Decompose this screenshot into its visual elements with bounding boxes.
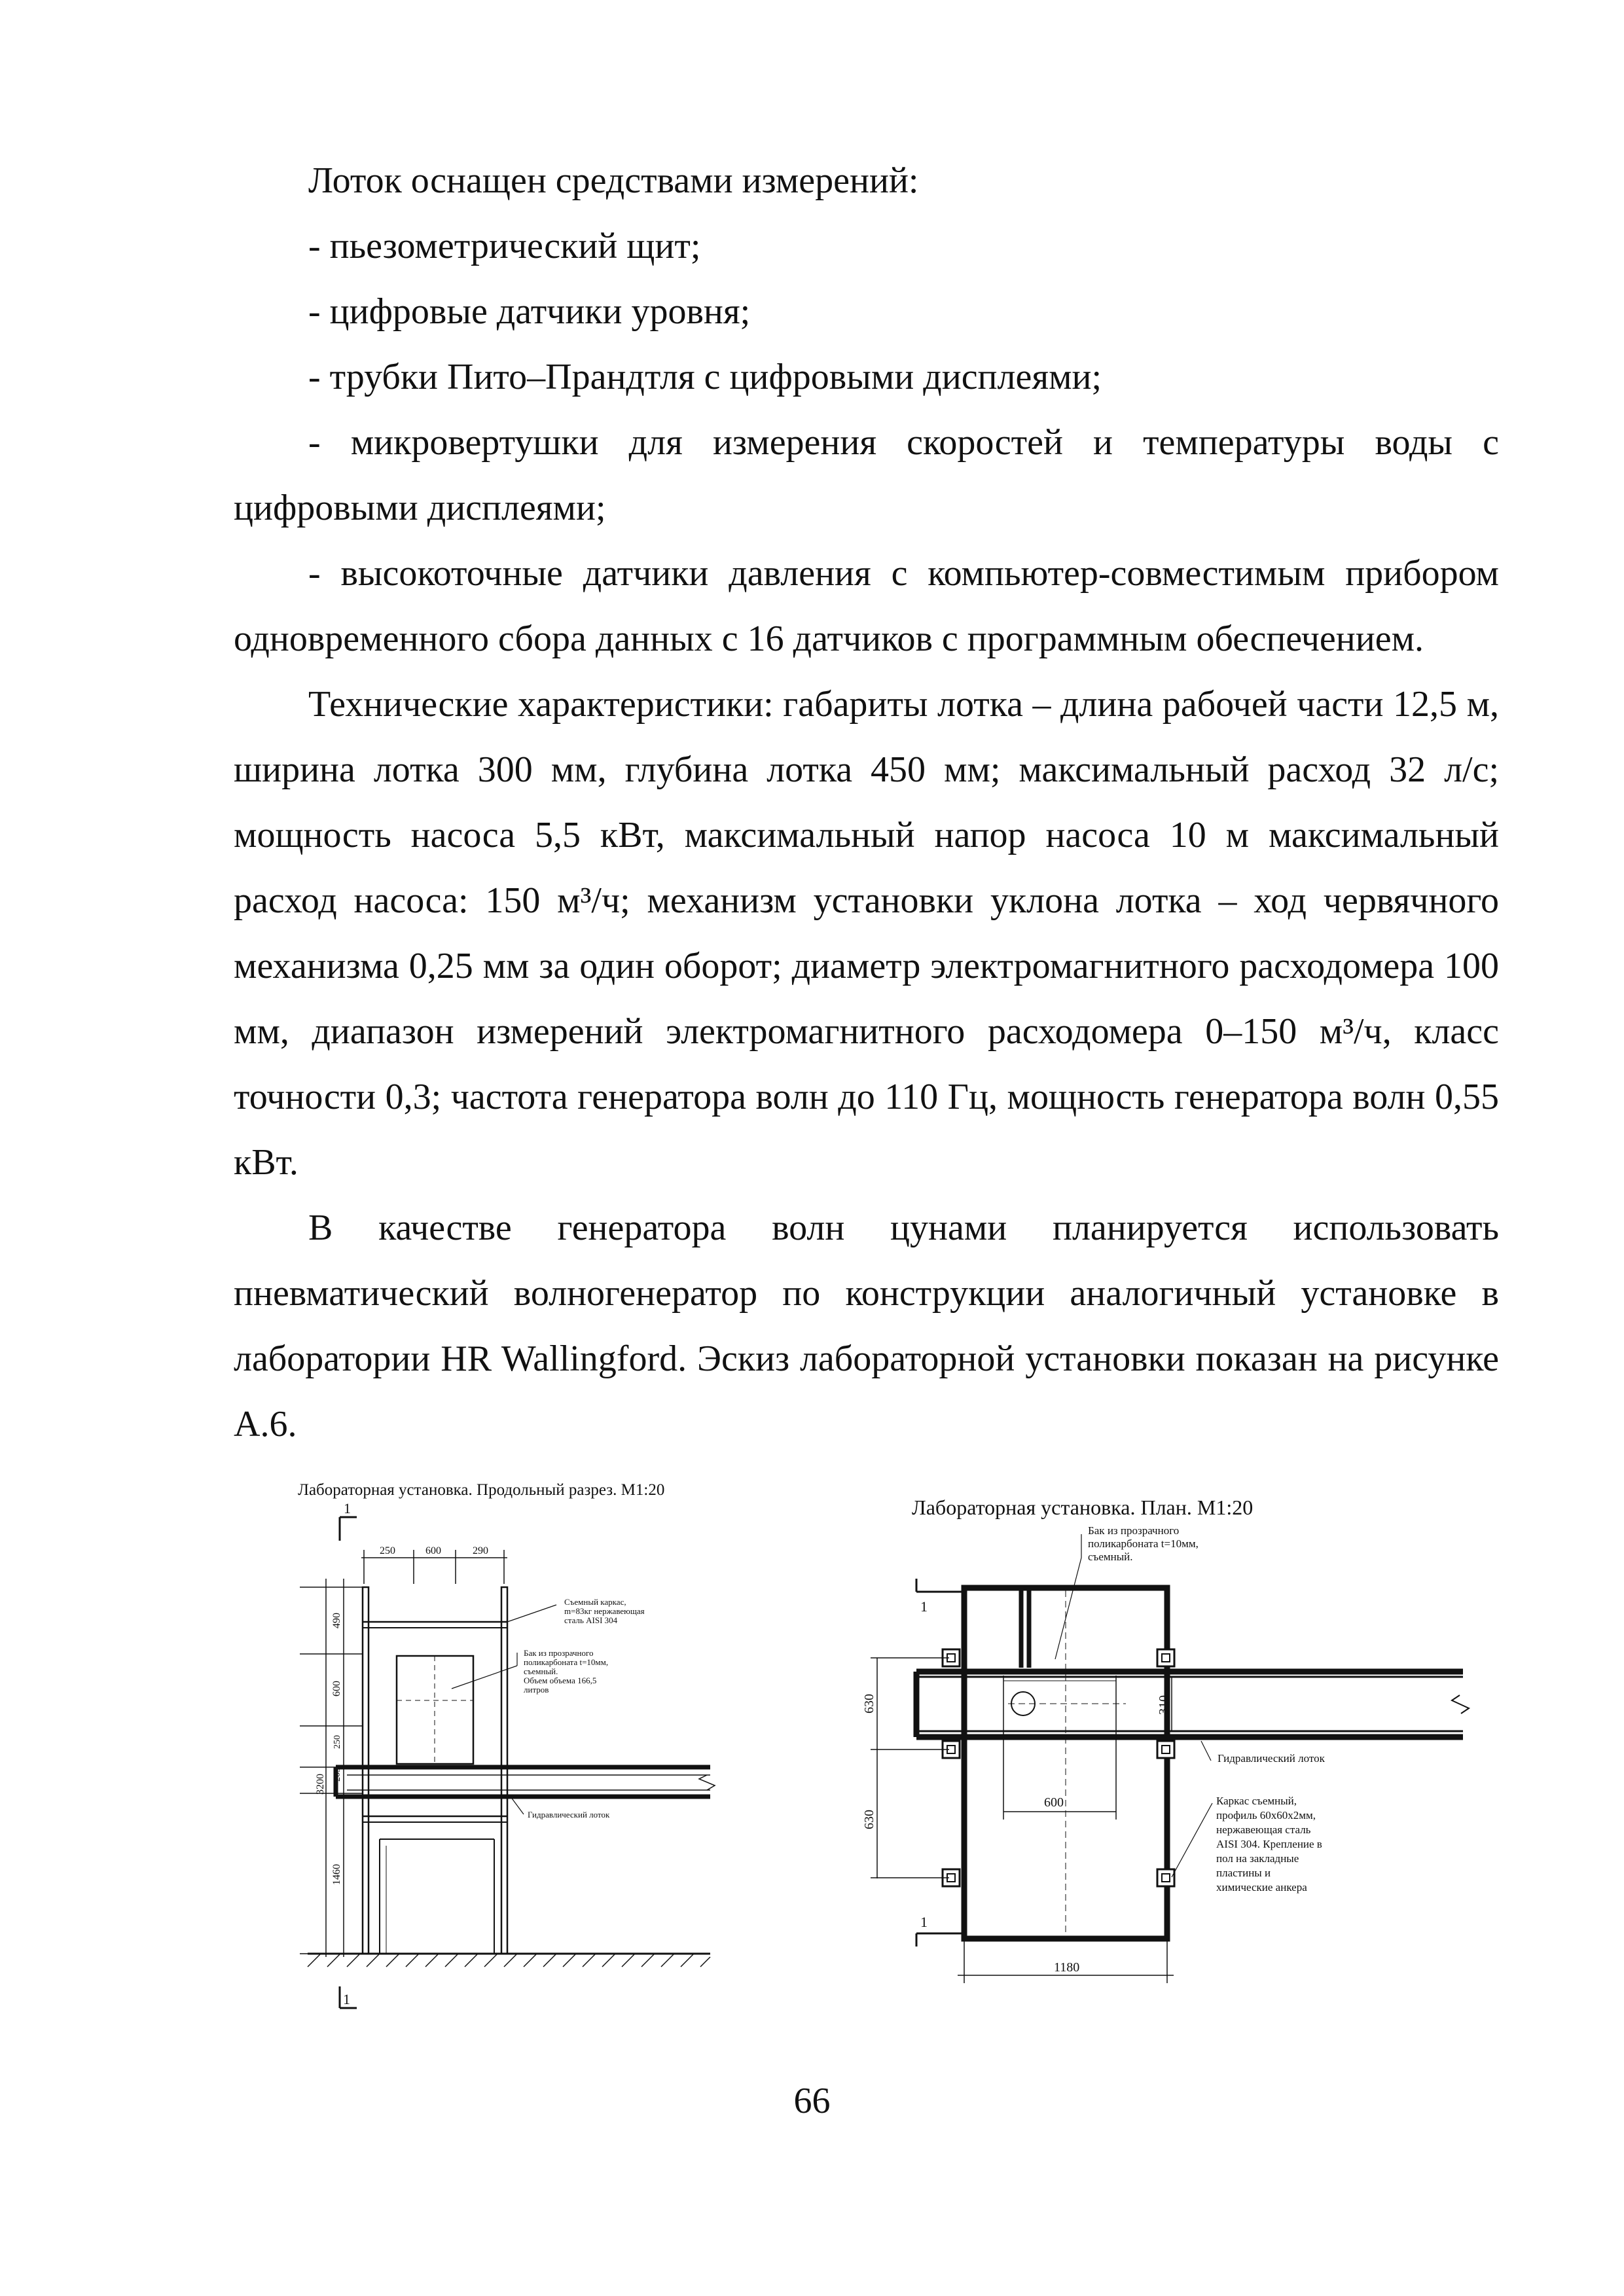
svg-text:съемный.: съемный.	[524, 1666, 558, 1676]
paragraph: Лоток оснащен средствами измерений:	[308, 160, 919, 201]
flume-right	[916, 1672, 1469, 1737]
list-item: - высокоточные датчики давления с компьютер-совместимым прибором одновременного сбора данных с 16 датчиков с программным обеспечением.	[234, 553, 1499, 659]
svg-text:нержавеющая сталь: нержавеющая сталь	[1216, 1823, 1311, 1836]
svg-text:630: 630	[862, 1694, 876, 1713]
list-item: - цифровые датчики уровня;	[308, 291, 751, 332]
svg-text:m=83кг нержавеющая: m=83кг нержавеющая	[564, 1606, 645, 1616]
figure-right	[862, 1496, 1469, 1983]
svg-text:600: 600	[425, 1545, 441, 1556]
paragraph: Технические характеристики: габариты лотка – длина рабочей части 12,5 м, ширина лотка 300 мм, глубина лотка 450 мм; максимальный расход 32 л/с; мощность насоса 5,5 кВт, максимальный напор насоса 10 м максимальный расход насоса: 150 м³/ч; механизм установки уклона лотка – ход червячного механизма 0,25 мм за один оборот; диаметр электромагнитного расходомера 100 мм, диапазон измерений электромагнитного расходомера 0–150 м³/ч, класс точности 0,3; частота генератора волн до 110 Гц, мощность генератора волн 0,55 кВт.	[234, 684, 1499, 1183]
section-mark-right-bottom	[916, 1914, 962, 1946]
svg-text:поликарбоната t=10мм,: поликарбоната t=10мм,	[1088, 1537, 1199, 1550]
svg-text:AISI 304. Крепление в: AISI 304. Крепление в	[1216, 1838, 1322, 1850]
svg-text:сталь AISI 304: сталь AISI 304	[564, 1615, 618, 1625]
svg-text:3200: 3200	[315, 1774, 326, 1795]
paragraph: В качестве генератора волн цунами планируется использовать пневматический волногенератор по конструкции аналогичный установке в лаборатории HR Wallingford. Эскиз лабораторной установки показан на рисунке А.6.	[234, 1208, 1499, 1444]
svg-text:Объем объема 166,5: Объем объема 166,5	[524, 1676, 597, 1685]
svg-text:поликарбоната t=10мм,: поликарбоната t=10мм,	[524, 1657, 609, 1667]
svg-text:600: 600	[331, 1681, 342, 1696]
svg-text:630: 630	[862, 1810, 876, 1829]
svg-text:1: 1	[920, 1598, 928, 1615]
page-number: 66	[793, 2081, 831, 2121]
list-item: - трубки Пито–Прандтля с цифровыми дисплеями;	[308, 357, 1102, 397]
note-frame-right	[1172, 1795, 1322, 1893]
note-tank-right	[1055, 1524, 1199, 1659]
dimension-chain-top	[361, 1545, 507, 1584]
section-mark-top	[340, 1500, 357, 1541]
list-item: - пьезометрический щит;	[308, 226, 701, 266]
svg-text:съемный.: съемный.	[1088, 1551, 1133, 1563]
svg-text:250: 250	[333, 1735, 342, 1749]
svg-text:250: 250	[380, 1545, 395, 1556]
svg-text:600: 600	[1044, 1795, 1064, 1810]
note-flume-right	[1201, 1741, 1326, 1765]
svg-text:литров: литров	[524, 1685, 549, 1695]
svg-text:Бак из прозрачного: Бак из прозрачного	[1088, 1524, 1180, 1537]
svg-text:290: 290	[473, 1545, 488, 1556]
svg-text:пластины и: пластины и	[1216, 1867, 1271, 1879]
svg-text:1460: 1460	[331, 1864, 342, 1885]
svg-text:205: 205	[333, 1768, 342, 1782]
note-frame-left	[564, 1597, 645, 1625]
figure-left-title: Лабораторная установка. Продольный разрез. М1:20	[298, 1481, 665, 1499]
svg-text:1: 1	[344, 1500, 351, 1516]
svg-text:310: 310	[1157, 1695, 1171, 1715]
note-flume-left: Гидравлический лоток	[528, 1810, 610, 1820]
svg-text:Гидравлический лоток: Гидравлический лоток	[1218, 1752, 1325, 1765]
ground-line	[308, 1954, 710, 1967]
flume-left	[336, 1767, 715, 1797]
tank-left	[397, 1656, 473, 1764]
figure-right-title: Лабораторная установка. План. М1:20	[912, 1496, 1254, 1519]
figure-left	[298, 1481, 715, 2008]
frame-left	[363, 1587, 507, 1954]
list-item: - микровертушки для измерения скоростей и температуры воды с цифровыми дисплеями;	[234, 422, 1499, 528]
svg-text:Бак из прозрачного: Бак из прозрачного	[524, 1648, 594, 1658]
section-mark-right-top	[916, 1579, 962, 1615]
dimensions-right	[862, 1658, 1174, 1983]
svg-text:1180: 1180	[1054, 1960, 1080, 1975]
note-tank-left	[524, 1648, 608, 1695]
svg-text:Каркас съемный,: Каркас съемный,	[1216, 1795, 1297, 1807]
svg-text:профиль 60х60х2мм,: профиль 60х60х2мм,	[1216, 1809, 1316, 1821]
svg-text:490: 490	[331, 1613, 342, 1628]
svg-text:1: 1	[343, 1991, 350, 2007]
svg-text:химические анкера: химические анкера	[1216, 1881, 1307, 1893]
section-mark-bottom	[340, 1986, 357, 2008]
svg-text:пол на закладные: пол на закладные	[1216, 1852, 1299, 1865]
svg-text:Съемный каркас,: Съемный каркас,	[564, 1597, 626, 1607]
anchor-plates	[943, 1649, 1174, 1886]
svg-text:1: 1	[920, 1914, 928, 1930]
